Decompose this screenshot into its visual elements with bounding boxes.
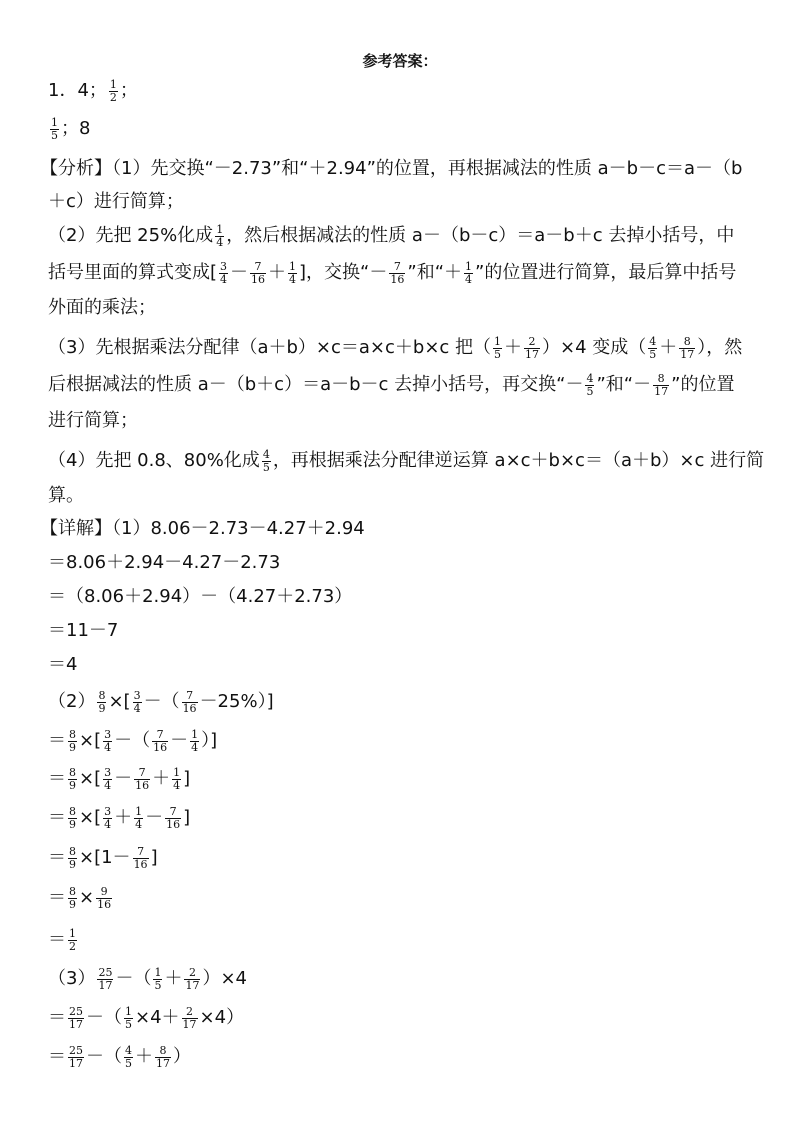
fraction <box>97 690 106 715</box>
text-segment: ），然 <box>697 337 743 358</box>
fraction-denominator: 17 <box>525 347 540 361</box>
fraction-denominator: 16 <box>135 778 150 792</box>
fraction-numerator: 4 <box>586 371 594 385</box>
text-segment: （3）先根据乘法分配律（a＋b）×c＝a×c＋b×c 把（ <box>48 337 492 358</box>
fraction-numerator: 8 <box>159 1043 167 1057</box>
fraction <box>103 729 112 754</box>
fraction-numerator: 1 <box>51 115 58 129</box>
fraction-denominator: 4 <box>133 701 141 715</box>
solution-label: 【详解】 <box>40 518 112 539</box>
fraction-numerator: 25 <box>98 965 113 979</box>
text-segment: － <box>170 730 189 751</box>
solution-s1-line4: ＝11－7 <box>48 620 119 641</box>
fraction <box>68 729 77 754</box>
fraction <box>96 886 112 911</box>
fraction <box>133 690 142 715</box>
fraction-numerator: 25 <box>69 1043 83 1057</box>
fraction <box>219 261 228 286</box>
fraction-denominator: 5 <box>494 347 502 361</box>
text-segment: ×[ <box>79 730 102 751</box>
fraction <box>68 928 77 953</box>
fraction-denominator: 5 <box>586 384 594 398</box>
fraction-denominator: 4 <box>135 817 143 831</box>
fraction <box>68 806 77 831</box>
fraction-numerator: 4 <box>262 447 270 461</box>
solution-s1-line2: ＝8.06＋2.94－4.27－2.73 <box>48 552 281 573</box>
fraction <box>524 336 540 361</box>
fraction-denominator: 2 <box>69 939 76 953</box>
page-title: 参考答案： <box>362 52 438 70</box>
fraction-denominator: 9 <box>98 701 106 715</box>
fraction-denominator: 4 <box>104 817 112 831</box>
fraction-denominator: 4 <box>289 272 297 286</box>
fraction-denominator: 17 <box>156 1056 170 1070</box>
fraction-numerator: 2 <box>528 334 536 348</box>
fraction <box>165 806 181 831</box>
text-segment: ]，交换“－ <box>299 262 388 283</box>
fraction-denominator: 16 <box>97 897 112 911</box>
fraction <box>133 846 149 871</box>
text-segment: ，然后根据减法的性质 a－（b－c）＝a－b＋c 去掉小括号，中 <box>226 225 735 246</box>
text-segment: ＋ <box>135 1046 153 1067</box>
text-segment: ；8 <box>61 118 91 139</box>
text-segment: －25%）] <box>199 691 274 712</box>
fraction-denominator: 5 <box>154 978 162 992</box>
fraction <box>172 767 181 792</box>
text-segment: ）×4 <box>202 968 247 989</box>
text-segment: －（ <box>86 1046 122 1067</box>
analysis-p2g: 外面的乘法； <box>48 297 156 318</box>
text-segment: ×[ <box>79 768 102 789</box>
text-segment: ＝ <box>48 887 66 908</box>
solution-s1-line3: ＝（8.06＋2.94）－（4.27＋2.73） <box>48 586 353 607</box>
fraction-numerator: 1 <box>191 727 199 741</box>
fraction <box>190 729 199 754</box>
fraction-numerator: 4 <box>125 1043 132 1057</box>
analysis-p3g: 进行简算； <box>48 410 138 431</box>
text-segment: ×4＋ <box>135 1007 180 1028</box>
fraction <box>68 1045 84 1070</box>
text-segment: ）] <box>201 730 218 751</box>
analysis-p2a <box>48 223 734 249</box>
text-segment: ”和“－ <box>596 374 652 395</box>
fraction-denominator: 9 <box>69 817 76 831</box>
text-segment: ＋ <box>164 968 183 989</box>
solution-s3-line2 <box>48 1005 244 1031</box>
fraction-denominator: 2 <box>109 90 117 104</box>
fraction-numerator: 2 <box>186 1004 194 1018</box>
text-segment: ”的位置 <box>671 374 735 395</box>
fraction-denominator: 17 <box>69 1056 83 1070</box>
text-segment: ＝ <box>48 807 66 828</box>
fraction-denominator: 16 <box>166 817 181 831</box>
fraction <box>103 767 112 792</box>
text-segment: ] <box>183 807 191 828</box>
fraction <box>68 767 77 792</box>
fraction-denominator: 16 <box>153 740 168 754</box>
fraction-denominator: 17 <box>654 384 669 398</box>
fraction <box>68 1006 84 1031</box>
fraction-numerator: 1 <box>69 926 76 940</box>
fraction <box>250 261 266 286</box>
fraction-numerator: 3 <box>220 259 228 273</box>
text-segment: （3） <box>48 968 96 989</box>
text-segment: 括号里面的算式变成[ <box>48 262 218 283</box>
fraction <box>182 690 198 715</box>
fraction <box>124 1006 133 1031</box>
fraction-denominator: 17 <box>182 1017 197 1031</box>
text-segment: 1．4； <box>48 80 107 101</box>
fraction <box>493 336 502 361</box>
fraction-denominator: 9 <box>69 740 76 754</box>
analysis-p3a <box>48 335 742 361</box>
analysis-p2c <box>48 260 736 286</box>
fraction-numerator: 2 <box>188 965 196 979</box>
fraction-denominator: 17 <box>680 347 695 361</box>
fraction <box>50 117 59 142</box>
text-segment: ×[1－ <box>79 847 131 868</box>
text-segment: ）×4 变成（ <box>542 337 647 358</box>
fraction <box>109 79 118 104</box>
text-segment: ] <box>183 768 191 789</box>
fraction-numerator: 1 <box>125 1004 132 1018</box>
analysis-p1a <box>40 156 742 182</box>
text-segment: ＝ <box>48 847 66 868</box>
fraction-numerator: 8 <box>69 765 76 779</box>
fraction-denominator: 16 <box>251 272 266 286</box>
fraction <box>653 373 669 398</box>
fraction-numerator: 7 <box>169 804 177 818</box>
text-segment: ； <box>119 80 138 101</box>
fraction-denominator: 16 <box>133 857 148 871</box>
fraction-numerator: 4 <box>649 334 657 348</box>
text-segment: ＝ <box>48 1046 66 1067</box>
fraction-denominator: 4 <box>191 740 199 754</box>
fraction-numerator: 8 <box>657 371 665 385</box>
fraction-denominator: 16 <box>390 272 405 286</box>
solution-s2-line7 <box>48 927 79 953</box>
text-segment: ＝ <box>48 768 66 789</box>
answer-line-2 <box>48 116 90 142</box>
fraction-denominator: 5 <box>125 1056 132 1070</box>
analysis-p3d <box>48 372 734 398</box>
fraction-numerator: 9 <box>100 884 108 898</box>
fraction-denominator: 4 <box>104 740 112 754</box>
fraction <box>103 806 112 831</box>
fraction-denominator: 5 <box>51 128 58 142</box>
analysis-p1b: ＋c）进行简算； <box>48 191 184 212</box>
fraction <box>288 261 297 286</box>
text-segment: ，再根据乘法分配律逆运算 a×c＋b×c＝（a＋b）×c 进行简 <box>272 450 765 471</box>
fraction-numerator: 7 <box>186 688 194 702</box>
fraction-numerator: 7 <box>254 259 262 273</box>
solution-s3-line3 <box>48 1044 191 1070</box>
fraction <box>262 449 271 474</box>
fraction-denominator: 9 <box>69 857 76 871</box>
text-segment: － <box>230 262 249 283</box>
text-segment: × <box>79 887 95 908</box>
fraction <box>97 967 113 992</box>
fraction-denominator: 17 <box>69 1017 83 1031</box>
text-segment: ×[ <box>79 807 102 828</box>
fraction <box>648 336 657 361</box>
fraction-numerator: 1 <box>289 259 297 273</box>
fraction-numerator: 3 <box>104 727 112 741</box>
fraction <box>679 336 695 361</box>
text-segment: （1）8.06－2.73－4.27＋2.94 <box>112 518 365 539</box>
fraction-numerator: 1 <box>109 77 117 91</box>
fraction <box>155 1045 171 1070</box>
text-segment: ×[ <box>108 691 131 712</box>
text-segment: 后根据减法的性质 a－（b＋c）＝a－b－c 去掉小括号，再交换“－ <box>48 374 584 395</box>
solution-s1-line5: ＝4 <box>48 654 78 675</box>
fraction-denominator: 4 <box>216 235 224 249</box>
fraction-numerator: 7 <box>138 765 146 779</box>
text-segment: －（ <box>86 1007 122 1028</box>
fraction-numerator: 3 <box>133 688 141 702</box>
analysis-label: 【分析】 <box>40 158 112 179</box>
solution-s2-line4 <box>48 805 190 831</box>
solution-s2-line3 <box>48 766 190 792</box>
analysis-p4a <box>48 448 764 474</box>
text-segment: ”和“＋ <box>407 262 463 283</box>
fraction <box>464 261 473 286</box>
fraction-denominator: 5 <box>649 347 657 361</box>
text-segment: ＋ <box>659 337 678 358</box>
fraction-numerator: 8 <box>69 884 76 898</box>
text-segment: ＋ <box>152 768 171 789</box>
fraction-numerator: 3 <box>104 765 112 779</box>
fraction <box>215 224 224 249</box>
text-segment: ＝ <box>48 1007 66 1028</box>
fraction <box>389 261 405 286</box>
fraction-denominator: 9 <box>69 778 76 792</box>
fraction <box>68 886 77 911</box>
fraction <box>184 967 200 992</box>
text-segment: ＋ <box>268 262 287 283</box>
fraction-numerator: 1 <box>173 765 181 779</box>
fraction-numerator: 25 <box>69 1004 83 1018</box>
text-segment: ＝ <box>48 929 66 950</box>
solution-s2-line6 <box>48 885 114 911</box>
fraction-numerator: 8 <box>69 727 76 741</box>
solution-s2-line2 <box>48 728 217 754</box>
solution-s1-line1 <box>40 516 365 542</box>
text-segment: － <box>114 768 133 789</box>
fraction-numerator: 1 <box>154 965 162 979</box>
fraction <box>134 806 143 831</box>
text-segment: ＋ <box>114 807 133 828</box>
fraction-denominator: 5 <box>125 1017 132 1031</box>
fraction-numerator: 1 <box>216 222 224 236</box>
fraction <box>68 846 77 871</box>
fraction <box>153 967 162 992</box>
text-segment: －（ <box>115 968 152 989</box>
text-segment: ] <box>150 847 158 868</box>
text-segment: （1）先交换“－2.73”和“＋2.94”的位置，再根据减法的性质 a－b－c＝a－（b <box>112 158 743 179</box>
answer-line-1 <box>48 78 138 104</box>
solution-s2-line5 <box>48 845 158 871</box>
fraction-denominator: 4 <box>220 272 228 286</box>
solution-s3-line1 <box>48 966 247 992</box>
fraction-numerator: 3 <box>104 804 112 818</box>
text-segment: ） <box>173 1046 191 1067</box>
fraction-denominator: 16 <box>182 701 197 715</box>
text-segment: （4）先把 0.8、80%化成 <box>48 450 260 471</box>
fraction-numerator: 7 <box>137 844 145 858</box>
fraction-numerator: 8 <box>98 688 106 702</box>
text-segment: －（ <box>143 691 180 712</box>
fraction-denominator: 4 <box>173 778 181 792</box>
fraction-numerator: 7 <box>156 727 164 741</box>
text-segment: ×4） <box>199 1007 245 1028</box>
text-segment: － <box>145 807 164 828</box>
fraction-denominator: 9 <box>69 897 76 911</box>
fraction <box>585 373 594 398</box>
fraction-denominator: 17 <box>185 978 200 992</box>
fraction-numerator: 8 <box>69 804 76 818</box>
text-segment: －（ <box>114 730 151 751</box>
fraction-numerator: 8 <box>69 844 76 858</box>
fraction-denominator: 17 <box>98 978 113 992</box>
fraction-numerator: 1 <box>494 334 502 348</box>
fraction <box>124 1045 133 1070</box>
fraction-numerator: 1 <box>135 804 143 818</box>
analysis-p4c: 算。 <box>48 485 84 506</box>
fraction-numerator: 1 <box>465 259 473 273</box>
text-segment: （2）先把 25%化成 <box>48 225 214 246</box>
text-segment: ＋ <box>504 337 523 358</box>
text-segment: ”的位置进行简算，最后算中括号 <box>475 262 737 283</box>
fraction-numerator: 8 <box>683 334 691 348</box>
fraction-denominator: 4 <box>104 778 112 792</box>
text-segment: ＝ <box>48 730 66 751</box>
fraction <box>134 767 150 792</box>
fraction-numerator: 7 <box>393 259 401 273</box>
fraction <box>152 729 168 754</box>
fraction-denominator: 4 <box>465 272 473 286</box>
fraction <box>182 1006 198 1031</box>
solution-s2-line1 <box>48 689 274 715</box>
fraction-denominator: 5 <box>262 460 270 474</box>
text-segment: （2） <box>48 691 96 712</box>
